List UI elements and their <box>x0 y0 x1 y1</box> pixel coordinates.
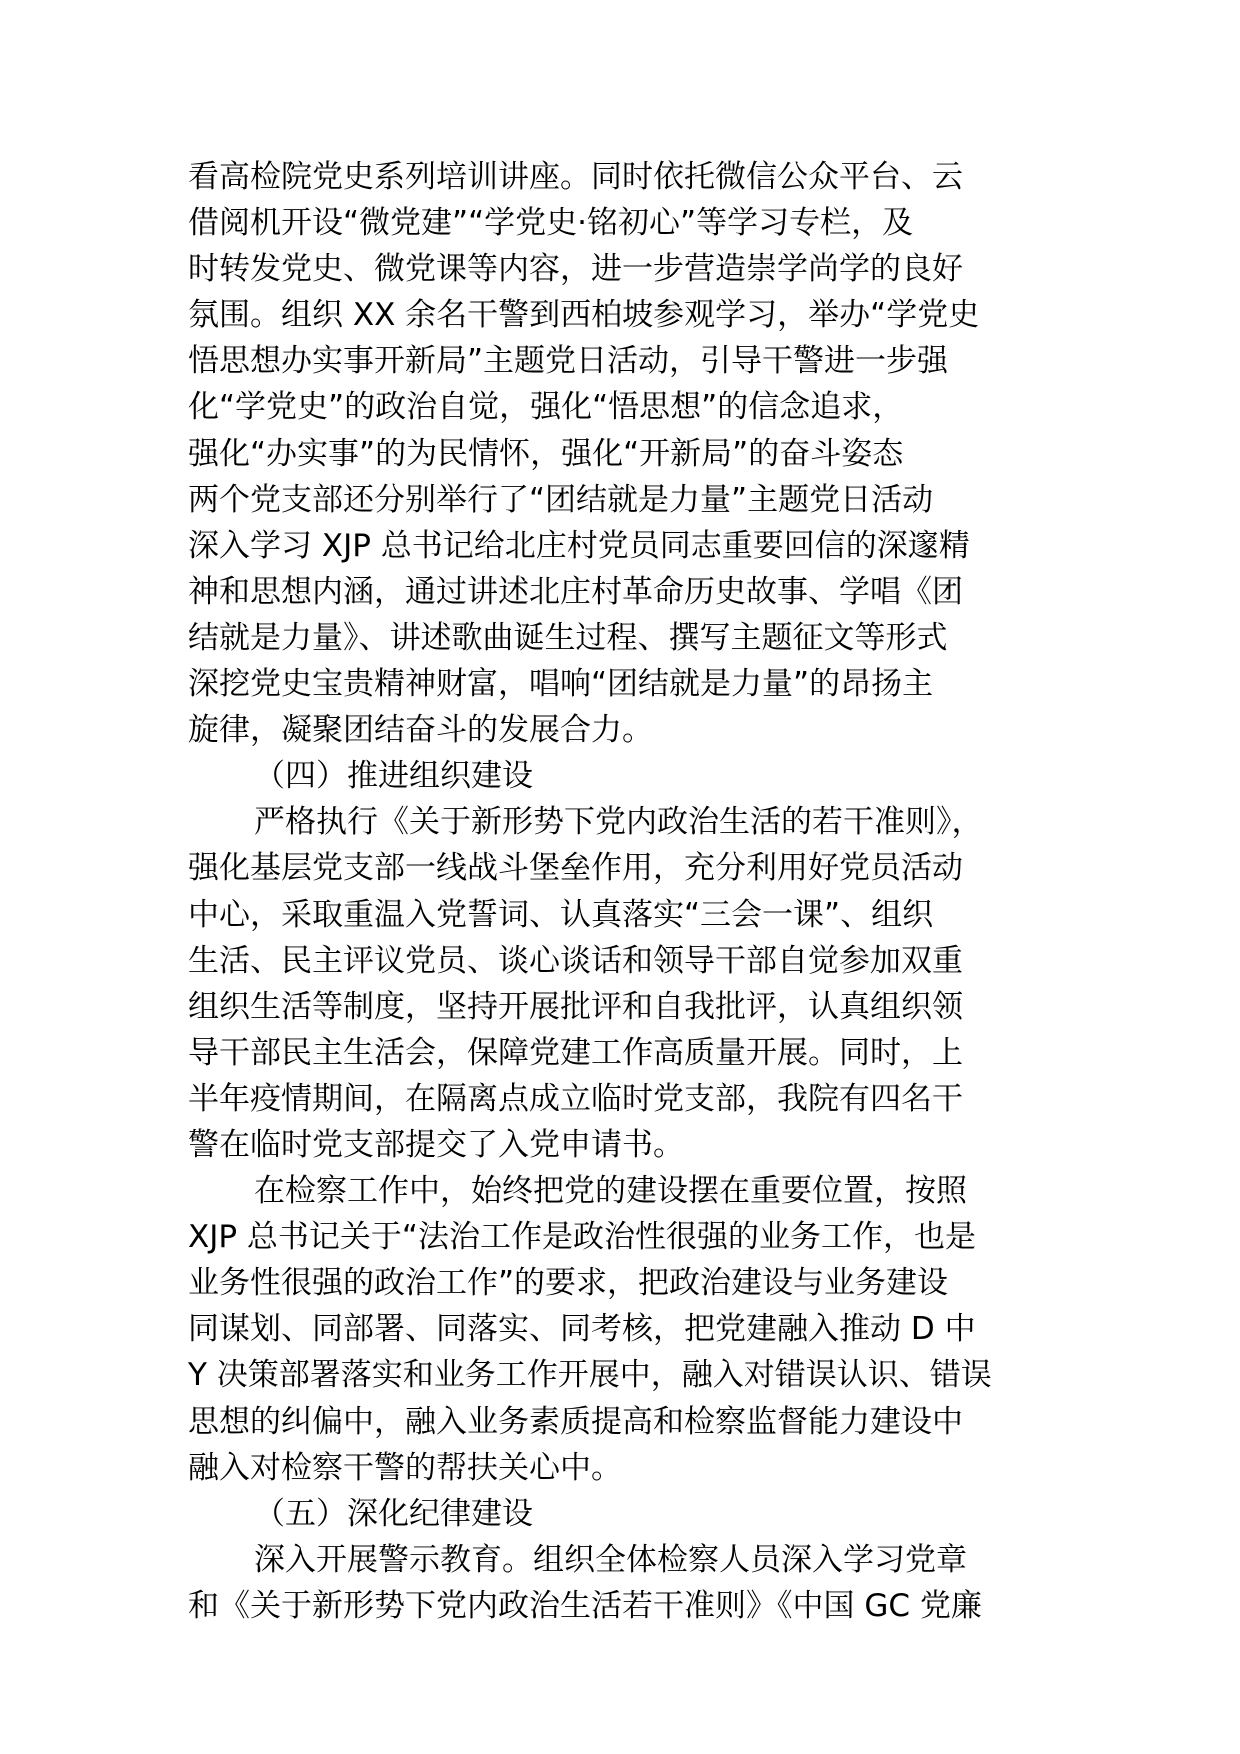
text-line: 悟思想办实事开新局”主题党日活动，引导干警进一步强 <box>188 343 949 380</box>
text-line: 时转发党史、微党课等内容，进一步营造崇学尚学的良好 <box>188 251 963 288</box>
text-line: 思想的纠偏中，融入业务素质提高和检察监督能力建设中 <box>188 1403 963 1440</box>
text-line: 导干部民主生活会，保障党建工作高质量开展。同时，上 <box>188 1034 963 1071</box>
text-line: 借阅机开设“微党建”“学党史·铭初心”等学习专栏，及 <box>188 205 914 242</box>
text-line: 深挖党史宝贵精神财富，唱响“团结就是力量”的昂扬主 <box>188 666 934 703</box>
text-line: 两个党支部还分别举行了“团结就是力量”主题党日活动 <box>188 481 934 518</box>
text-line: 生活、民主评议党员、谈心谈话和领导干部自觉参加双重 <box>188 942 963 979</box>
text-line: 组织生活等制度，坚持开展批评和自我批评，认真组织领 <box>188 988 963 1025</box>
text-line: 旋律，凝聚团结奋斗的发展合力。 <box>188 712 653 749</box>
text-line: XJP 总书记关于“法治工作是政治性很强的业务工作，也是 <box>188 1219 976 1256</box>
paragraph-start-line: 深入开展警示教育。组织全体检察人员深入学习党章 <box>254 1541 967 1578</box>
document-body <box>188 154 1058 1629</box>
paragraph-start-line: 严格执行《关于新形势下党内政治生活的若干准则》， <box>254 804 983 841</box>
text-line: 化“学党史”的政治自觉，强化“悟思想”的信念追求， <box>188 389 904 426</box>
text-line: 看高检院党史系列培训讲座。同时依托微信公众平台、云 <box>188 159 963 195</box>
paragraph-start-line: （四）推进组织建设 <box>254 758 533 795</box>
text-line: 中心，采取重温入党誓词、认真落实“三会一课”、组织 <box>188 896 934 933</box>
text-line: 结就是力量》、讲述歌曲诞生过程、撰写主题征文等形式 <box>188 619 948 656</box>
text-line: 神和思想内涵，通过讲述北庄村革命历史故事、学唱《团 <box>188 573 963 610</box>
text-line: 和《关于新形势下党内政治生活若干准则》《中国 GC 党廉 <box>188 1587 982 1624</box>
paragraph-start-line: 在检察工作中，始终把党的建设摆在重要位置，按照 <box>254 1173 967 1210</box>
text-line: 警在临时党支部提交了入党申请书。 <box>188 1126 684 1163</box>
text-line: 同谋划、同部署、同落实、同考核，把党建融入推动 D 中 <box>188 1311 976 1348</box>
text-line: 融入对检察干警的帮扶关心中。 <box>188 1449 622 1486</box>
text-line: Y 决策部署落实和业务工作开展中，融入对错误认识、错误 <box>188 1357 992 1394</box>
text-line: 强化“办实事”的为民情怀，强化“开新局”的奋斗姿态 <box>188 435 904 472</box>
paragraph-start-line: （五）深化纪律建设 <box>254 1495 533 1532</box>
text-line: 业务性很强的政治工作”的要求，把政治建设与业务建设 <box>188 1265 949 1302</box>
text-line: 半年疫情期间，在隔离点成立临时党支部，我院有四名干 <box>188 1080 963 1117</box>
text-line: 氛围。组织 XX 余名干警到西柏坡参观学习，举办“学党史 <box>188 297 980 334</box>
text-line: 深入学习 XJP 总书记给北庄村党员同志重要回信的深邃精 <box>188 527 970 564</box>
text-line: 强化基层党支部一线战斗堡垒作用，充分利用好党员活动 <box>188 850 963 887</box>
